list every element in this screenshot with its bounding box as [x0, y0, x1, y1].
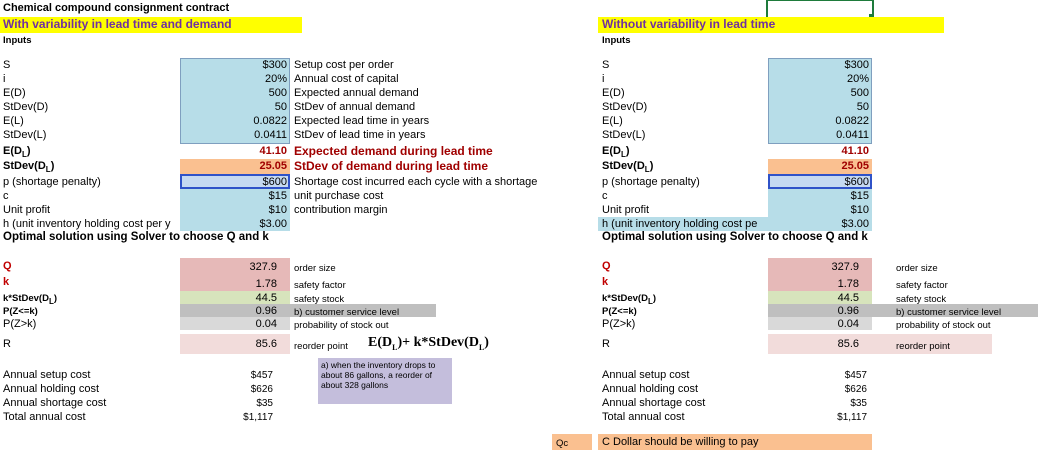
right-row-value[interactable]: 0.0411 [836, 129, 869, 141]
right-inputs-label: Inputs [602, 35, 631, 46]
right-row-value[interactable]: 20% [846, 73, 869, 85]
right-ks-label: $k*StDev(D_L)$ [602, 293, 656, 306]
left-edl-label: $E(D_L)$ [3, 145, 31, 160]
right-c-label: c [602, 190, 608, 202]
left-pz2-label: P(Z>k) [3, 318, 37, 330]
selected-cell[interactable] [768, 1, 872, 17]
right-q-value[interactable]: 327.9 [831, 261, 859, 273]
answer-note[interactable]: a) when the inventory drops to about 86 gallons, a reorder of about 328 gallons [318, 358, 452, 404]
left-cost-label: Total annual cost [3, 411, 86, 423]
left-c-label: c [3, 190, 9, 202]
left-row-value[interactable]: 0.0411 [254, 129, 287, 141]
right-cost-label: Annual shortage cost [602, 397, 706, 409]
right-cost-value: $457 [844, 370, 867, 381]
left-row-label: E(L) [3, 115, 24, 127]
left-row-label: StDev(L) [3, 129, 47, 141]
right-row-value[interactable]: $300 [844, 59, 869, 71]
right-pz2-desc: probability of stock out [896, 320, 991, 331]
left-ks-label: $k*StDev(D_L)$ [3, 293, 57, 306]
left-ks-desc: safety stock [294, 294, 345, 305]
right-r-value: 85.6 [837, 338, 859, 350]
right-cost-value: $1,117 [837, 412, 867, 423]
right-ks-value: 44.5 [837, 292, 859, 304]
left-row-desc: Setup cost per order [294, 59, 394, 71]
right-row-label: E(D) [602, 87, 625, 99]
left-cost-value: $35 [256, 398, 273, 409]
left-solver-text: Optimal solution using Solver to choose Q and k [3, 231, 269, 243]
left-row-desc: Expected annual demand [294, 87, 419, 99]
sheet-title: Chemical compound consignment contract [3, 2, 230, 14]
left-cost-label: Annual shortage cost [3, 397, 107, 409]
left-r-value: 85.6 [255, 338, 277, 350]
right-pz1-value: 0.96 [837, 305, 859, 317]
left-p-desc: Shortage cost incurred each cycle with a shortage [294, 176, 538, 188]
right-k-label: k [602, 276, 609, 288]
left-pz1-desc: b) customer service level [294, 307, 400, 318]
right-cost-label: Total annual cost [602, 411, 685, 423]
right-cost-value: $35 [850, 398, 867, 409]
left-q-value[interactable]: 327.9 [249, 261, 277, 273]
right-profit-label: Unit profit [602, 204, 650, 216]
left-row-label: E(D) [3, 87, 26, 99]
right-heading: Without variability in lead time [602, 17, 776, 31]
right-p-value[interactable]: $600 [844, 176, 869, 188]
right-r-desc: reorder point [896, 341, 950, 352]
left-sdl-label: $StDev(D_L)$ [3, 160, 55, 175]
left-r-desc: reorder point [294, 341, 348, 352]
left-k-desc: safety factor [294, 280, 346, 291]
left-heading: With variability in lead time and demand [3, 17, 232, 31]
right-row-label: E(L) [602, 115, 623, 127]
left-row-value[interactable]: 20% [264, 73, 287, 85]
left-cost-value: $626 [250, 384, 273, 395]
left-r-label: R [3, 338, 11, 350]
left-row-value[interactable]: $300 [262, 59, 287, 71]
right-cost-label: Annual holding cost [602, 383, 699, 395]
right-ks-desc: safety stock [896, 294, 947, 305]
left-c-desc: unit purchase cost [294, 190, 384, 202]
right-row-label: S [602, 59, 610, 71]
left-q-label: Q [3, 260, 12, 272]
left-row-desc: Annual cost of capital [294, 73, 399, 85]
right-cost-value: $626 [844, 384, 867, 395]
right-row-value[interactable]: 0.0822 [835, 115, 869, 127]
right-row-value[interactable]: 500 [850, 87, 869, 99]
right-k-value[interactable]: 1.78 [837, 278, 859, 290]
right-edl-value: 41.10 [841, 145, 869, 157]
left-row-label: S [3, 59, 11, 71]
right-row-label: StDev(D) [602, 101, 648, 113]
right-pz1-desc: b) customer service level [896, 307, 1002, 318]
left-pz1-label: P(Z<=k) [3, 306, 38, 317]
right-row-label: i [602, 73, 605, 85]
right-row-label: StDev(L) [602, 129, 646, 141]
left-row-desc: Expected lead time in years [294, 115, 430, 127]
left-row-value[interactable]: 50 [274, 101, 287, 113]
left-q-desc: order size [294, 263, 336, 274]
left-profit-desc: contribution margin [294, 204, 388, 216]
right-q-desc: order size [896, 263, 938, 274]
left-cost-label: Annual holding cost [3, 383, 100, 395]
left-p-value[interactable]: $600 [262, 176, 287, 188]
right-sdl-value: 25.05 [841, 160, 869, 172]
reorder-formula: $E(D_L)+$ $k*StDev(D_L)$ [368, 335, 489, 352]
left-cost-label: Annual setup cost [3, 369, 91, 381]
left-c-value[interactable]: $15 [268, 190, 287, 202]
left-edl-value: 41.10 [259, 145, 287, 157]
left-h-label: h (unit inventory holding cost per y [3, 218, 171, 230]
right-row-value[interactable]: 50 [856, 101, 869, 113]
left-ks-value: 44.5 [255, 292, 277, 304]
right-h-value[interactable]: $3.00 [841, 218, 869, 230]
left-h-value[interactable]: $3.00 [259, 218, 287, 230]
left-row-label: i [3, 73, 6, 85]
left-pz2-value: 0.04 [255, 318, 277, 330]
left-p-label: p (shortage penalty) [3, 176, 101, 188]
right-q-label: Q [602, 260, 611, 272]
left-pz1-value: 0.96 [255, 305, 277, 317]
right-p-label: p (shortage penalty) [602, 176, 700, 188]
left-inputs-label: Inputs [3, 35, 32, 46]
qc-label: Qc [556, 438, 569, 449]
left-sdl-desc: StDev of demand during lead time [294, 159, 489, 173]
right-profit-value[interactable]: $10 [850, 204, 869, 216]
left-profit-value[interactable]: $10 [268, 204, 287, 216]
right-r-label: R [602, 338, 610, 350]
right-c-value[interactable]: $15 [850, 190, 869, 202]
left-pz2-desc: probability of stock out [294, 320, 389, 331]
left-row-label: StDev(D) [3, 101, 49, 113]
left-row-value[interactable]: 0.0822 [253, 115, 287, 127]
right-sdl-label: $StDev(D_L)$ [602, 160, 654, 175]
left-cost-value: $457 [250, 370, 273, 381]
right-h-label: h (unit inventory holding cost pe [602, 218, 758, 230]
left-k-value[interactable]: 1.78 [255, 278, 277, 290]
qc-text[interactable]: C Dollar should be willing to pay [602, 436, 759, 448]
left-row-desc: StDev of annual demand [294, 101, 416, 113]
right-pz2-value: 0.04 [837, 318, 859, 330]
right-edl-label: $E(D_L)$ [602, 145, 630, 160]
left-row-desc: StDev of lead time in years [294, 129, 426, 141]
left-cost-value: $1,117 [243, 412, 273, 423]
right-k-desc: safety factor [896, 280, 948, 291]
right-cost-label: Annual setup cost [602, 369, 690, 381]
left-sdl-value: 25.05 [259, 160, 287, 172]
left-row-value[interactable]: 500 [268, 87, 287, 99]
left-profit-label: Unit profit [3, 204, 51, 216]
right-pz1-label: P(Z<=k) [602, 306, 637, 317]
right-solver-text: Optimal solution using Solver to choose Q and k [602, 231, 868, 243]
right-pz2-label: P(Z>k) [602, 318, 636, 330]
left-edl-desc: Expected demand during lead time [294, 144, 493, 158]
left-k-label: k [3, 276, 10, 288]
